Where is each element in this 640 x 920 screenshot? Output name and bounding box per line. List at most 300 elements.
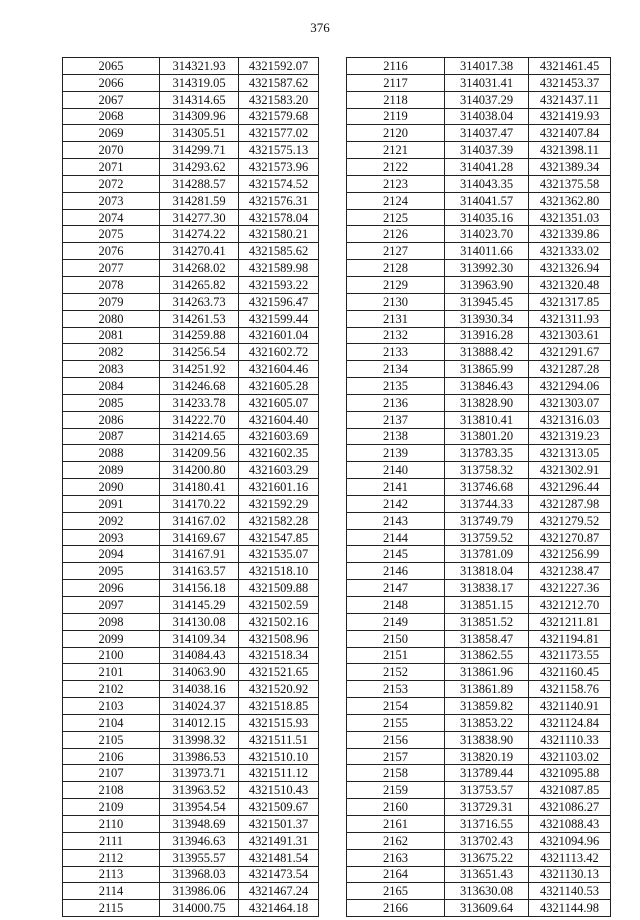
y-coordinate-cell: 4321518.34 xyxy=(239,647,319,664)
point-number-cell: 2134 xyxy=(347,361,445,378)
point-number-cell: 2094 xyxy=(63,546,160,563)
table-row xyxy=(63,900,319,917)
y-coordinate-cell: 4321326.94 xyxy=(529,260,611,277)
x-coordinate-cell: 314309.96 xyxy=(160,108,239,125)
table-row xyxy=(347,159,611,176)
point-number-cell: 2120 xyxy=(347,125,445,142)
table-row xyxy=(63,209,319,226)
x-coordinate-cell: 314167.91 xyxy=(160,546,239,563)
y-coordinate-cell: 4321375.58 xyxy=(529,175,611,192)
y-coordinate-cell: 4321316.03 xyxy=(529,411,611,428)
point-number-cell: 2141 xyxy=(347,479,445,496)
x-coordinate-cell: 314180.41 xyxy=(160,479,239,496)
table-row xyxy=(63,159,319,176)
point-number-cell: 2150 xyxy=(347,630,445,647)
point-number-cell: 2143 xyxy=(347,512,445,529)
x-coordinate-cell: 313851.15 xyxy=(445,597,529,614)
y-coordinate-cell: 4321603.29 xyxy=(239,462,319,479)
table-row xyxy=(63,580,319,597)
x-coordinate-cell: 313986.53 xyxy=(160,748,239,765)
point-number-cell: 2066 xyxy=(63,74,160,91)
point-number-cell: 2083 xyxy=(63,361,160,378)
x-coordinate-cell: 314156.18 xyxy=(160,580,239,597)
point-number-cell: 2088 xyxy=(63,445,160,462)
point-number-cell: 2155 xyxy=(347,714,445,731)
table-row xyxy=(347,462,611,479)
point-number-cell: 2125 xyxy=(347,209,445,226)
x-coordinate-cell: 313820.19 xyxy=(445,748,529,765)
table-row xyxy=(63,276,319,293)
table-row xyxy=(347,58,611,75)
y-coordinate-cell: 4321398.11 xyxy=(529,142,611,159)
table-row xyxy=(347,74,611,91)
x-coordinate-cell: 313986.06 xyxy=(160,883,239,900)
x-coordinate-cell: 313801.20 xyxy=(445,428,529,445)
table-row xyxy=(347,125,611,142)
x-coordinate-cell: 313998.32 xyxy=(160,731,239,748)
point-number-cell: 2105 xyxy=(63,731,160,748)
x-coordinate-cell: 313758.32 xyxy=(445,462,529,479)
x-coordinate-cell: 314246.68 xyxy=(160,378,239,395)
y-coordinate-cell: 4321573.96 xyxy=(239,159,319,176)
x-coordinate-cell: 313846.43 xyxy=(445,378,529,395)
x-coordinate-cell: 313946.63 xyxy=(160,832,239,849)
x-coordinate-cell: 313789.44 xyxy=(445,765,529,782)
point-number-cell: 2142 xyxy=(347,495,445,512)
x-coordinate-cell: 314037.47 xyxy=(445,125,529,142)
y-coordinate-cell: 4321575.13 xyxy=(239,142,319,159)
x-coordinate-cell: 314222.70 xyxy=(160,411,239,428)
y-coordinate-cell: 4321520.92 xyxy=(239,681,319,698)
table-row xyxy=(347,782,611,799)
point-number-cell: 2146 xyxy=(347,563,445,580)
point-number-cell: 2068 xyxy=(63,108,160,125)
x-coordinate-cell: 313861.89 xyxy=(445,681,529,698)
table-row xyxy=(63,529,319,546)
x-coordinate-cell: 314109.34 xyxy=(160,630,239,647)
point-number-cell: 2161 xyxy=(347,815,445,832)
x-coordinate-cell: 314145.29 xyxy=(160,597,239,614)
point-number-cell: 2080 xyxy=(63,310,160,327)
table-row xyxy=(347,479,611,496)
y-coordinate-cell: 4321511.12 xyxy=(239,765,319,782)
point-number-cell: 2100 xyxy=(63,647,160,664)
point-number-cell: 2145 xyxy=(347,546,445,563)
x-coordinate-cell: 313859.82 xyxy=(445,698,529,715)
table-row xyxy=(63,462,319,479)
y-coordinate-cell: 4321518.10 xyxy=(239,563,319,580)
table-row xyxy=(63,344,319,361)
point-number-cell: 2126 xyxy=(347,226,445,243)
point-number-cell: 2163 xyxy=(347,849,445,866)
table-row xyxy=(347,748,611,765)
y-coordinate-cell: 4321333.02 xyxy=(529,243,611,260)
y-coordinate-cell: 4321303.07 xyxy=(529,394,611,411)
table-row xyxy=(347,529,611,546)
table-row xyxy=(347,394,611,411)
point-number-cell: 2122 xyxy=(347,159,445,176)
x-coordinate-cell: 314299.71 xyxy=(160,142,239,159)
x-coordinate-cell: 313746.68 xyxy=(445,479,529,496)
x-coordinate-cell: 313749.79 xyxy=(445,512,529,529)
y-coordinate-cell: 4321130.13 xyxy=(529,866,611,883)
x-coordinate-cell: 313781.09 xyxy=(445,546,529,563)
x-coordinate-cell: 313609.64 xyxy=(445,900,529,917)
point-number-cell: 2104 xyxy=(63,714,160,731)
y-coordinate-cell: 4321291.67 xyxy=(529,344,611,361)
point-number-cell: 2127 xyxy=(347,243,445,260)
point-number-cell: 2111 xyxy=(63,832,160,849)
table-row xyxy=(347,260,611,277)
y-coordinate-cell: 4321294.06 xyxy=(529,378,611,395)
x-coordinate-cell: 314277.30 xyxy=(160,209,239,226)
x-coordinate-cell: 314200.80 xyxy=(160,462,239,479)
x-coordinate-cell: 314041.28 xyxy=(445,159,529,176)
y-coordinate-cell: 4321601.16 xyxy=(239,479,319,496)
point-number-cell: 2151 xyxy=(347,647,445,664)
x-coordinate-cell: 314270.41 xyxy=(160,243,239,260)
y-coordinate-cell: 4321481.54 xyxy=(239,849,319,866)
point-number-cell: 2097 xyxy=(63,597,160,614)
table-row xyxy=(63,849,319,866)
x-coordinate-cell: 313838.17 xyxy=(445,580,529,597)
table-row xyxy=(347,866,611,883)
table-row xyxy=(347,799,611,816)
table-row xyxy=(347,209,611,226)
point-number-cell: 2081 xyxy=(63,327,160,344)
point-number-cell: 2093 xyxy=(63,529,160,546)
x-coordinate-cell: 314169.67 xyxy=(160,529,239,546)
point-number-cell: 2089 xyxy=(63,462,160,479)
y-coordinate-cell: 4321515.93 xyxy=(239,714,319,731)
point-number-cell: 2096 xyxy=(63,580,160,597)
x-coordinate-cell: 313945.45 xyxy=(445,293,529,310)
point-number-cell: 2165 xyxy=(347,883,445,900)
x-coordinate-cell: 314017.38 xyxy=(445,58,529,75)
table-row xyxy=(347,630,611,647)
y-coordinate-cell: 4321502.16 xyxy=(239,613,319,630)
y-coordinate-cell: 4321287.28 xyxy=(529,361,611,378)
table-row xyxy=(347,344,611,361)
x-coordinate-cell: 313973.71 xyxy=(160,765,239,782)
y-coordinate-cell: 4321603.69 xyxy=(239,428,319,445)
y-coordinate-cell: 4321287.98 xyxy=(529,495,611,512)
y-coordinate-cell: 4321144.98 xyxy=(529,900,611,917)
table-row xyxy=(63,243,319,260)
y-coordinate-cell: 4321270.87 xyxy=(529,529,611,546)
table-row xyxy=(63,327,319,344)
y-coordinate-cell: 4321582.28 xyxy=(239,512,319,529)
x-coordinate-cell: 313968.03 xyxy=(160,866,239,883)
table-row xyxy=(63,647,319,664)
x-coordinate-cell: 314233.78 xyxy=(160,394,239,411)
table-row xyxy=(63,731,319,748)
x-coordinate-cell: 314274.22 xyxy=(160,226,239,243)
y-coordinate-cell: 4321587.62 xyxy=(239,74,319,91)
y-coordinate-cell: 4321521.65 xyxy=(239,664,319,681)
x-coordinate-cell: 314261.53 xyxy=(160,310,239,327)
x-coordinate-cell: 313810.41 xyxy=(445,411,529,428)
x-coordinate-cell: 313675.22 xyxy=(445,849,529,866)
point-number-cell: 2110 xyxy=(63,815,160,832)
table-row xyxy=(63,411,319,428)
x-coordinate-cell: 313955.57 xyxy=(160,849,239,866)
x-coordinate-cell: 314167.02 xyxy=(160,512,239,529)
y-coordinate-cell: 4321238.47 xyxy=(529,563,611,580)
point-number-cell: 2084 xyxy=(63,378,160,395)
x-coordinate-cell: 313818.04 xyxy=(445,563,529,580)
x-coordinate-cell: 313853.22 xyxy=(445,714,529,731)
y-coordinate-cell: 4321140.91 xyxy=(529,698,611,715)
y-coordinate-cell: 4321605.07 xyxy=(239,394,319,411)
x-coordinate-cell: 314041.57 xyxy=(445,192,529,209)
x-coordinate-cell: 313783.35 xyxy=(445,445,529,462)
y-coordinate-cell: 4321351.03 xyxy=(529,209,611,226)
point-number-cell: 2086 xyxy=(63,411,160,428)
point-number-cell: 2117 xyxy=(347,74,445,91)
table-row xyxy=(63,310,319,327)
table-row xyxy=(347,243,611,260)
table-row xyxy=(63,495,319,512)
x-coordinate-cell: 314023.70 xyxy=(445,226,529,243)
table-row xyxy=(63,563,319,580)
y-coordinate-cell: 4321303.61 xyxy=(529,327,611,344)
y-coordinate-cell: 4321389.34 xyxy=(529,159,611,176)
x-coordinate-cell: 314038.04 xyxy=(445,108,529,125)
table-row xyxy=(63,192,319,209)
point-number-cell: 2069 xyxy=(63,125,160,142)
table-row xyxy=(347,546,611,563)
y-coordinate-cell: 4321491.31 xyxy=(239,832,319,849)
table-row xyxy=(347,327,611,344)
y-coordinate-cell: 4321509.88 xyxy=(239,580,319,597)
point-number-cell: 2164 xyxy=(347,866,445,883)
point-number-cell: 2140 xyxy=(347,462,445,479)
table-row xyxy=(63,378,319,395)
y-coordinate-cell: 4321124.84 xyxy=(529,714,611,731)
point-number-cell: 2133 xyxy=(347,344,445,361)
point-number-cell: 2148 xyxy=(347,597,445,614)
table-row xyxy=(63,226,319,243)
x-coordinate-cell: 314000.75 xyxy=(160,900,239,917)
point-number-cell: 2113 xyxy=(63,866,160,883)
table-row xyxy=(63,698,319,715)
y-coordinate-cell: 4321577.02 xyxy=(239,125,319,142)
table-row xyxy=(63,714,319,731)
point-number-cell: 2073 xyxy=(63,192,160,209)
x-coordinate-cell: 314209.56 xyxy=(160,445,239,462)
y-coordinate-cell: 4321604.46 xyxy=(239,361,319,378)
x-coordinate-cell: 314259.88 xyxy=(160,327,239,344)
y-coordinate-cell: 4321510.10 xyxy=(239,748,319,765)
y-coordinate-cell: 4321599.44 xyxy=(239,310,319,327)
point-number-cell: 2103 xyxy=(63,698,160,715)
x-coordinate-cell: 314011.66 xyxy=(445,243,529,260)
y-coordinate-cell: 4321194.81 xyxy=(529,630,611,647)
y-coordinate-cell: 4321437.11 xyxy=(529,91,611,108)
table-row xyxy=(63,832,319,849)
table-row xyxy=(347,276,611,293)
table-row xyxy=(347,815,611,832)
point-number-cell: 2121 xyxy=(347,142,445,159)
y-coordinate-cell: 4321583.20 xyxy=(239,91,319,108)
table-row xyxy=(63,108,319,125)
table-row xyxy=(347,293,611,310)
x-coordinate-cell: 314268.02 xyxy=(160,260,239,277)
point-number-cell: 2166 xyxy=(347,900,445,917)
point-number-cell: 2106 xyxy=(63,748,160,765)
point-number-cell: 2119 xyxy=(347,108,445,125)
table-row xyxy=(347,192,611,209)
table-row xyxy=(63,142,319,159)
y-coordinate-cell: 4321589.98 xyxy=(239,260,319,277)
point-number-cell: 2072 xyxy=(63,175,160,192)
y-coordinate-cell: 4321578.04 xyxy=(239,209,319,226)
y-coordinate-cell: 4321604.40 xyxy=(239,411,319,428)
x-coordinate-cell: 313954.54 xyxy=(160,799,239,816)
table-row xyxy=(347,900,611,917)
y-coordinate-cell: 4321407.84 xyxy=(529,125,611,142)
y-coordinate-cell: 4321605.28 xyxy=(239,378,319,395)
x-coordinate-cell: 313651.43 xyxy=(445,866,529,883)
table-row xyxy=(63,445,319,462)
point-number-cell: 2077 xyxy=(63,260,160,277)
x-coordinate-cell: 314265.82 xyxy=(160,276,239,293)
point-number-cell: 2130 xyxy=(347,293,445,310)
table-row xyxy=(347,613,611,630)
x-coordinate-cell: 313948.69 xyxy=(160,815,239,832)
point-number-cell: 2114 xyxy=(63,883,160,900)
point-number-cell: 2091 xyxy=(63,495,160,512)
table-row xyxy=(347,849,611,866)
point-number-cell: 2136 xyxy=(347,394,445,411)
y-coordinate-cell: 4321256.99 xyxy=(529,546,611,563)
x-coordinate-cell: 314293.62 xyxy=(160,159,239,176)
point-number-cell: 2107 xyxy=(63,765,160,782)
x-coordinate-cell: 313838.90 xyxy=(445,731,529,748)
x-coordinate-cell: 314024.37 xyxy=(160,698,239,715)
table-row xyxy=(347,698,611,715)
point-number-cell: 2076 xyxy=(63,243,160,260)
table-row xyxy=(63,394,319,411)
table-row xyxy=(347,512,611,529)
y-coordinate-cell: 4321317.85 xyxy=(529,293,611,310)
table-row xyxy=(63,175,319,192)
y-coordinate-cell: 4321362.80 xyxy=(529,192,611,209)
x-coordinate-cell: 314037.29 xyxy=(445,91,529,108)
point-number-cell: 2152 xyxy=(347,664,445,681)
table-row xyxy=(347,647,611,664)
x-coordinate-cell: 314035.16 xyxy=(445,209,529,226)
y-coordinate-cell: 4321511.51 xyxy=(239,731,319,748)
table-row xyxy=(347,175,611,192)
point-number-cell: 2079 xyxy=(63,293,160,310)
point-number-cell: 2131 xyxy=(347,310,445,327)
y-coordinate-cell: 4321110.33 xyxy=(529,731,611,748)
point-number-cell: 2085 xyxy=(63,394,160,411)
point-number-cell: 2118 xyxy=(347,91,445,108)
x-coordinate-cell: 314288.57 xyxy=(160,175,239,192)
x-coordinate-cell: 314043.35 xyxy=(445,175,529,192)
point-number-cell: 2090 xyxy=(63,479,160,496)
point-number-cell: 2128 xyxy=(347,260,445,277)
x-coordinate-cell: 314214.65 xyxy=(160,428,239,445)
point-number-cell: 2157 xyxy=(347,748,445,765)
x-coordinate-cell: 313753.57 xyxy=(445,782,529,799)
point-number-cell: 2116 xyxy=(347,58,445,75)
point-number-cell: 2135 xyxy=(347,378,445,395)
y-coordinate-cell: 4321453.37 xyxy=(529,74,611,91)
y-coordinate-cell: 4321574.52 xyxy=(239,175,319,192)
x-coordinate-cell: 313759.52 xyxy=(445,529,529,546)
x-coordinate-cell: 313702.43 xyxy=(445,832,529,849)
y-coordinate-cell: 4321339.86 xyxy=(529,226,611,243)
y-coordinate-cell: 4321160.45 xyxy=(529,664,611,681)
point-number-cell: 2159 xyxy=(347,782,445,799)
table-row xyxy=(347,445,611,462)
table-row xyxy=(347,832,611,849)
x-coordinate-cell: 314256.54 xyxy=(160,344,239,361)
point-number-cell: 2078 xyxy=(63,276,160,293)
x-coordinate-cell: 314163.57 xyxy=(160,563,239,580)
table-row xyxy=(63,866,319,883)
y-coordinate-cell: 4321279.52 xyxy=(529,512,611,529)
y-coordinate-cell: 4321313.05 xyxy=(529,445,611,462)
point-number-cell: 2075 xyxy=(63,226,160,243)
y-coordinate-cell: 4321547.85 xyxy=(239,529,319,546)
table-row xyxy=(347,411,611,428)
y-coordinate-cell: 4321461.45 xyxy=(529,58,611,75)
x-coordinate-cell: 314305.51 xyxy=(160,125,239,142)
y-coordinate-cell: 4321592.29 xyxy=(239,495,319,512)
y-coordinate-cell: 4321580.21 xyxy=(239,226,319,243)
y-coordinate-cell: 4321094.96 xyxy=(529,832,611,849)
coordinates-table-right xyxy=(346,57,611,917)
point-number-cell: 2099 xyxy=(63,630,160,647)
y-coordinate-cell: 4321095.88 xyxy=(529,765,611,782)
x-coordinate-cell: 313851.52 xyxy=(445,613,529,630)
table-row xyxy=(63,479,319,496)
table-row xyxy=(63,293,319,310)
y-coordinate-cell: 4321211.81 xyxy=(529,613,611,630)
table-row xyxy=(63,597,319,614)
x-coordinate-cell: 314038.16 xyxy=(160,681,239,698)
point-number-cell: 2095 xyxy=(63,563,160,580)
y-coordinate-cell: 4321592.07 xyxy=(239,58,319,75)
y-coordinate-cell: 4321467.24 xyxy=(239,883,319,900)
y-coordinate-cell: 4321227.36 xyxy=(529,580,611,597)
table-row xyxy=(347,714,611,731)
point-number-cell: 2112 xyxy=(63,849,160,866)
y-coordinate-cell: 4321319.23 xyxy=(529,428,611,445)
x-coordinate-cell: 314319.05 xyxy=(160,74,239,91)
point-number-cell: 2132 xyxy=(347,327,445,344)
table-row xyxy=(63,58,319,75)
point-number-cell: 2156 xyxy=(347,731,445,748)
y-coordinate-cell: 4321579.68 xyxy=(239,108,319,125)
x-coordinate-cell: 314314.65 xyxy=(160,91,239,108)
y-coordinate-cell: 4321296.44 xyxy=(529,479,611,496)
y-coordinate-cell: 4321518.85 xyxy=(239,698,319,715)
x-coordinate-cell: 313992.30 xyxy=(445,260,529,277)
table-row xyxy=(63,260,319,277)
table-row xyxy=(347,108,611,125)
table-row xyxy=(347,226,611,243)
y-coordinate-cell: 4321596.47 xyxy=(239,293,319,310)
point-number-cell: 2098 xyxy=(63,613,160,630)
y-coordinate-cell: 4321576.31 xyxy=(239,192,319,209)
x-coordinate-cell: 313716.55 xyxy=(445,815,529,832)
